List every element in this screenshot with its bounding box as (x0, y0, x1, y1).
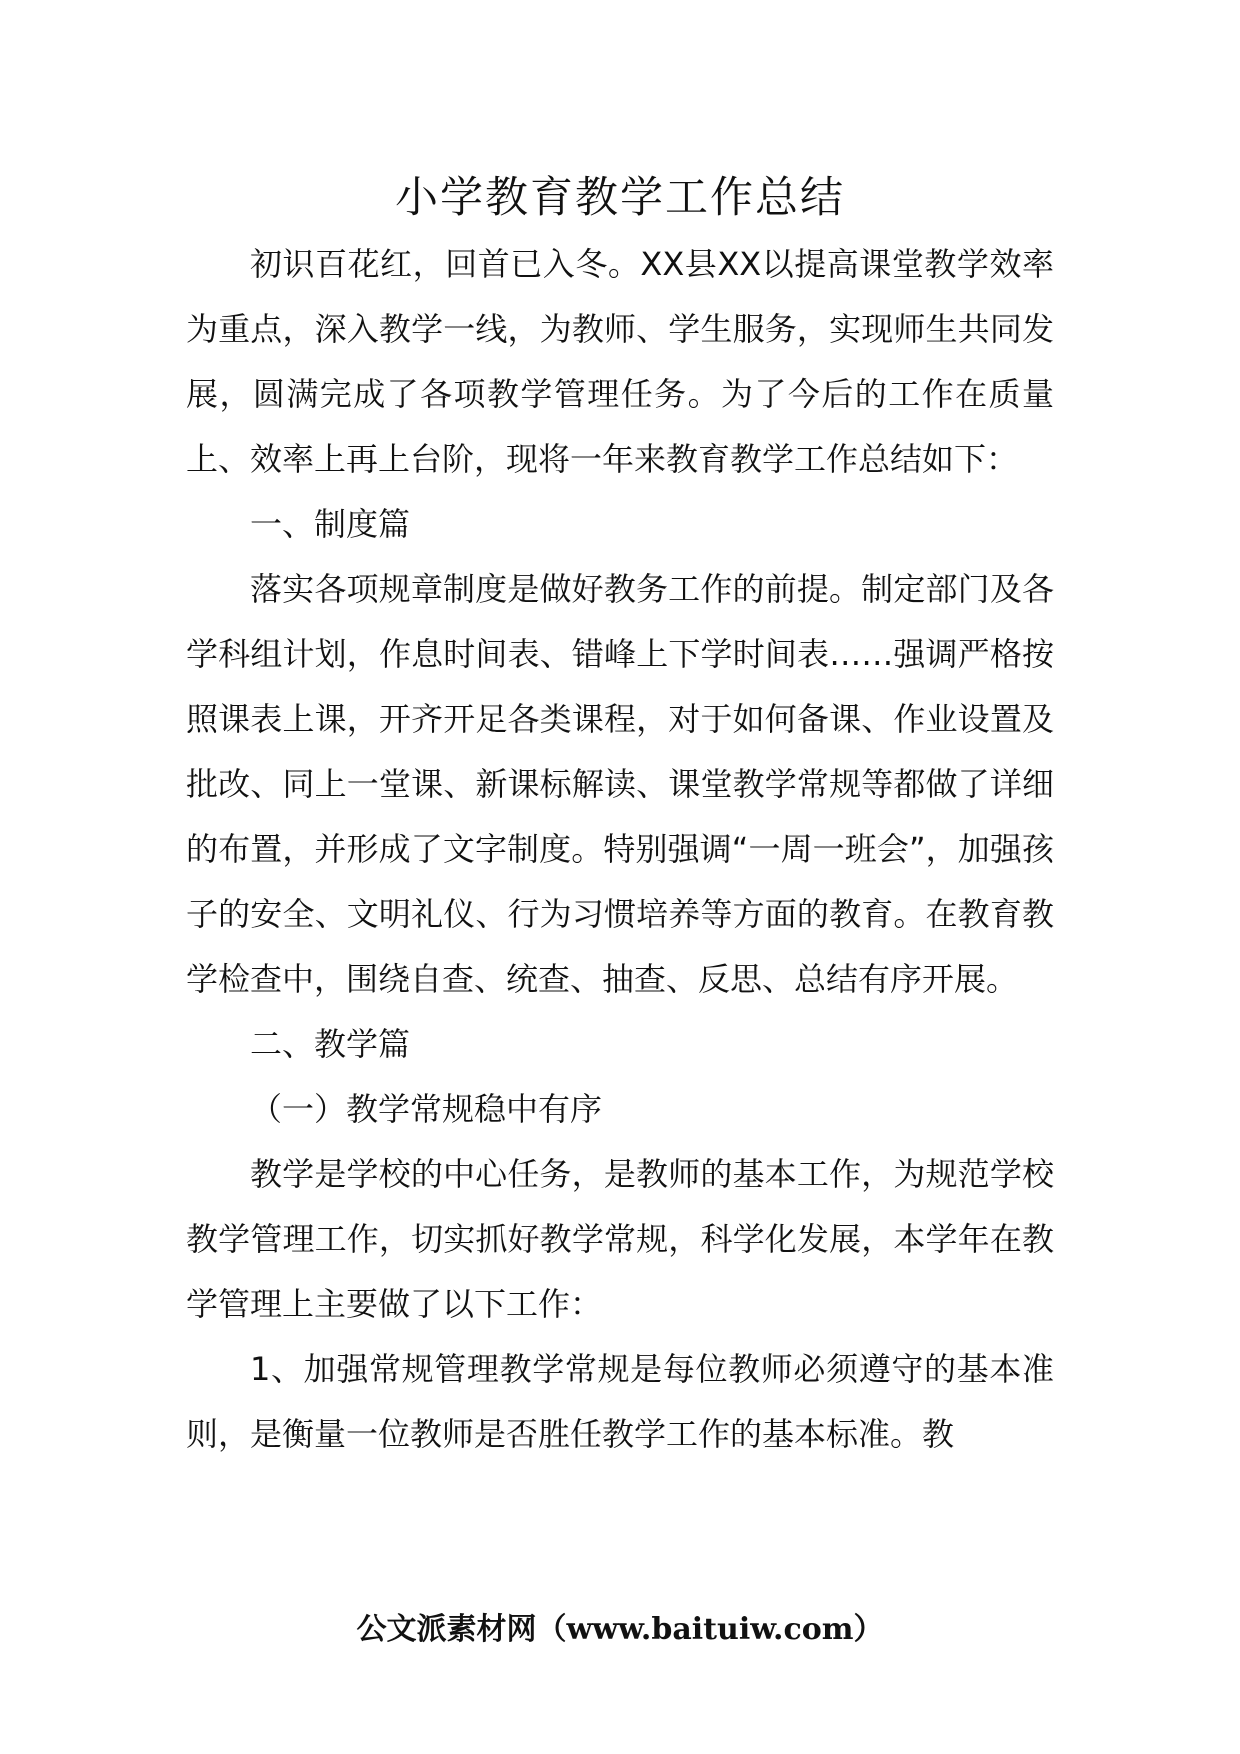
paragraph-intro: 初识百花红，回首已入冬。XX县XX以提高课堂教学效率为重点，深入教学一线，为教师、学生服务，实现师生共同发展，圆满完成了各项教学管理任务。为了今后的工作在质量上、效率上再上台阶，现将一年来教育教学工作总结如下： (186, 245, 1054, 478)
subsection-heading-routine: （一）教学常规稳中有序 (250, 1090, 603, 1128)
paragraph-item-1: 1、加强常规管理教学常规是每位教师必须遵守的基本准则，是衡量一位教师是否胜任教学工作的基本标准。教 (186, 1350, 1054, 1453)
section-heading-teaching: 二、教学篇 (250, 1025, 411, 1063)
document-title: 小学教育教学工作总结 (395, 173, 845, 223)
paragraph-system: 落实各项规章制度是做好教务工作的前提。制定部门及各学科组计划，作息时间表、错峰上下学时间表……强调严格按照课表上课，开齐开足各类课程，对于如何备课、作业设置及批改、同上一堂课、新课标解读、课堂教学常规等都做了详细的布置，并形成了文字制度。特别强调“一周一班会”，加强孩子的安全、文明礼仪、行为习惯培养等方面的教育。在教育教学检查中，围绕自查、统查、抽查、反思、总结有序开展。 (186, 570, 1054, 998)
document-body (186, 232, 1054, 1467)
paragraph-routine: 教学是学校的中心任务，是教师的基本工作，为规范学校教学管理工作，切实抓好教学常规，科学化发展，本学年在教学管理上主要做了以下工作： (186, 1155, 1054, 1323)
footer-watermark: 公文派素材网（www.baituiw.com） (356, 1612, 884, 1647)
section-heading-system: 一、制度篇 (250, 505, 411, 543)
